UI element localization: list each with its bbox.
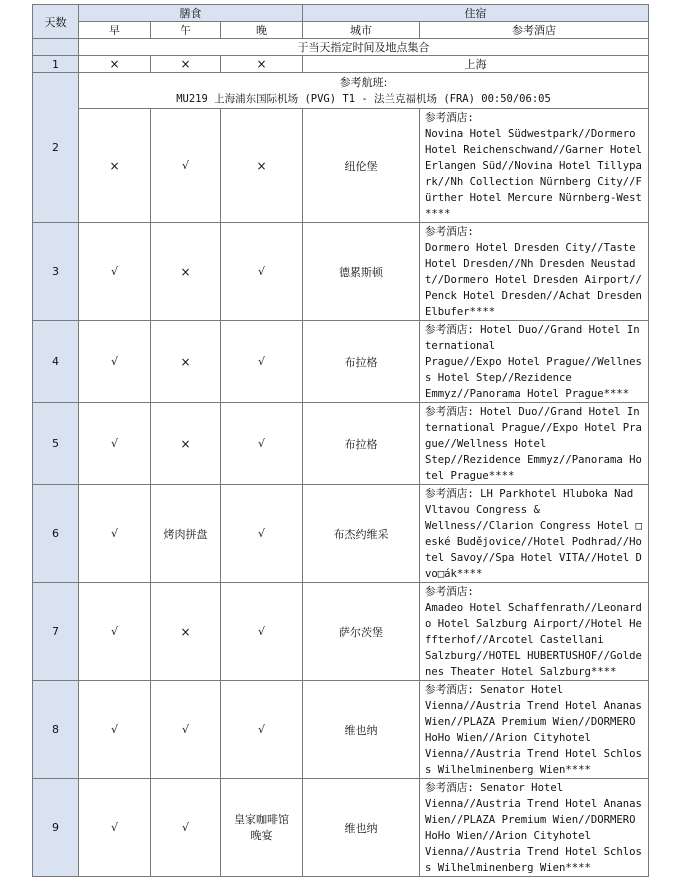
city-cell: 上海 <box>303 56 649 73</box>
breakfast-cell: √ <box>79 583 151 681</box>
itinerary-document <box>32 4 648 877</box>
breakfast-cell: √ <box>79 321 151 403</box>
assembly-row <box>33 39 649 56</box>
lunch-cell: √ <box>151 109 221 223</box>
breakfast-cell: √ <box>79 779 151 877</box>
dinner-cell: × <box>221 109 303 223</box>
day-number: 4 <box>33 321 79 403</box>
dinner-cell: √ <box>221 403 303 485</box>
day-number: 7 <box>33 583 79 681</box>
dinner-cell: √ <box>221 223 303 321</box>
city-cell: 布杰约维采 <box>303 485 420 583</box>
dinner-cell: √ <box>221 583 303 681</box>
lunch-cell: √ <box>151 779 221 877</box>
dinner-cell: √ <box>221 321 303 403</box>
lunch-cell: × <box>151 223 221 321</box>
breakfast-cell: √ <box>79 223 151 321</box>
day-row <box>33 403 649 485</box>
city-cell: 维也纳 <box>303 779 420 877</box>
day-row <box>33 779 649 877</box>
hotel-cell: 参考酒店: Dormero Hotel Dresden City//Taste Hotel Dresden//Nh Dresden Neustadt//Dormero Hotel Dresden Airport//Penck Hotel Dresden//Achat Dresden Elbufer**** <box>420 223 649 321</box>
flight-label: 参考航班: <box>339 76 388 89</box>
city-cell: 德累斯顿 <box>303 223 420 321</box>
assembly-note: 于当天指定时间及地点集合 <box>79 39 649 56</box>
header-dinner: 晚 <box>221 22 303 39</box>
day-row <box>33 223 649 321</box>
breakfast-cell: √ <box>79 681 151 779</box>
table-subheader-row <box>33 22 649 39</box>
hotel-cell: 参考酒店: Hotel Duo//Grand Hotel International Prague//Expo Hotel Prague//Wellness Hotel Step//Rezidence Emmyz//Panorama Hotel Prague**** <box>420 321 649 403</box>
hotel-cell: 参考酒店: Hotel Duo//Grand Hotel International Prague//Expo Hotel Prague//Wellness Hotel Step//Rezidence Emmyz//Panorama Hotel Prague**** <box>420 403 649 485</box>
header-day: 天数 <box>33 5 79 39</box>
dinner-cell: 皇家咖啡馆 晚宴 <box>221 779 303 877</box>
day-number: 1 <box>33 56 79 73</box>
day-row <box>33 321 649 403</box>
breakfast-cell: √ <box>79 403 151 485</box>
header-city: 城市 <box>303 22 420 39</box>
flight-row <box>33 73 649 109</box>
header-stay: 住宿 <box>303 5 649 22</box>
lunch-cell: × <box>151 321 221 403</box>
city-cell: 布拉格 <box>303 403 420 485</box>
header-hotel: 参考酒店 <box>420 22 649 39</box>
flight-info <box>79 73 649 109</box>
itinerary-table <box>32 4 649 877</box>
dinner-cell: √ <box>221 485 303 583</box>
hotel-cell: 参考酒店: Senator Hotel Vienna//Austria Trend Hotel Ananas Wien//PLAZA Premium Wien//DORMERO HoHo Wien//Arion Cityhotel Vienna//Austria Trend Hotel Schloss Wilhelminenberg Wien**** <box>420 779 649 877</box>
flight-text: MU219 上海浦东国际机场 (PVG) T1 - 法兰克福机场 (FRA) 00:50/06:05 <box>176 93 551 105</box>
dinner-cell: × <box>221 56 303 73</box>
breakfast-cell: √ <box>79 485 151 583</box>
hotel-cell: 参考酒店: Senator Hotel Vienna//Austria Trend Hotel Ananas Wien//PLAZA Premium Wien//DORMERO HoHo Wien//Arion Cityhotel Vienna//Austria Trend Hotel Schloss Wilhelminenberg Wien**** <box>420 681 649 779</box>
city-cell: 纽伦堡 <box>303 109 420 223</box>
header-breakfast: 早 <box>79 22 151 39</box>
header-meals: 膳食 <box>79 5 303 22</box>
hotel-cell: 参考酒店: Novina Hotel Südwestpark//Dormero Hotel Reichenschwand//Garner Hotel Erlangen Süd//Novina Hotel Tillypark//Nh Collection Nürnberg City//Fürther Hotel Mercure Nürnberg-West**** <box>420 109 649 223</box>
day-number: 8 <box>33 681 79 779</box>
hotel-cell: 参考酒店: LH Parkhotel Hluboka Nad Vltavou Congress & Wellness//Clarion Congress Hotel □eské Budějovice//Hotel Podhrad//Hotel Savoy//Spa Hotel VITA//Hotel Dvo□ák**** <box>420 485 649 583</box>
day-row <box>33 681 649 779</box>
lunch-cell: × <box>151 56 221 73</box>
lunch-cell: × <box>151 403 221 485</box>
city-cell: 布拉格 <box>303 321 420 403</box>
breakfast-cell: × <box>79 56 151 73</box>
header-lunch: 午 <box>151 22 221 39</box>
day-number: 3 <box>33 223 79 321</box>
lunch-cell: √ <box>151 681 221 779</box>
hotel-cell: 参考酒店: Amadeo Hotel Schaffenrath//Leonardo Hotel Salzburg Airport//Hotel Heffterhof//Arcotel Castellani Salzburg//HOTEL HUBERTUSHOF//Goldenes Theater Hotel Salzburg**** <box>420 583 649 681</box>
lunch-cell: × <box>151 583 221 681</box>
breakfast-cell: × <box>79 109 151 223</box>
day-cell-empty <box>33 39 79 56</box>
city-cell: 萨尔茨堡 <box>303 583 420 681</box>
dinner-cell: √ <box>221 681 303 779</box>
day-number: 6 <box>33 485 79 583</box>
lunch-cell: 烤肉拼盘 <box>151 485 221 583</box>
day-row <box>33 109 649 223</box>
city-cell: 维也纳 <box>303 681 420 779</box>
day-row <box>33 485 649 583</box>
day-row <box>33 56 649 73</box>
day-row <box>33 583 649 681</box>
day-number: 2 <box>33 73 79 223</box>
table-header-row <box>33 5 649 22</box>
day-number: 5 <box>33 403 79 485</box>
day-number: 9 <box>33 779 79 877</box>
